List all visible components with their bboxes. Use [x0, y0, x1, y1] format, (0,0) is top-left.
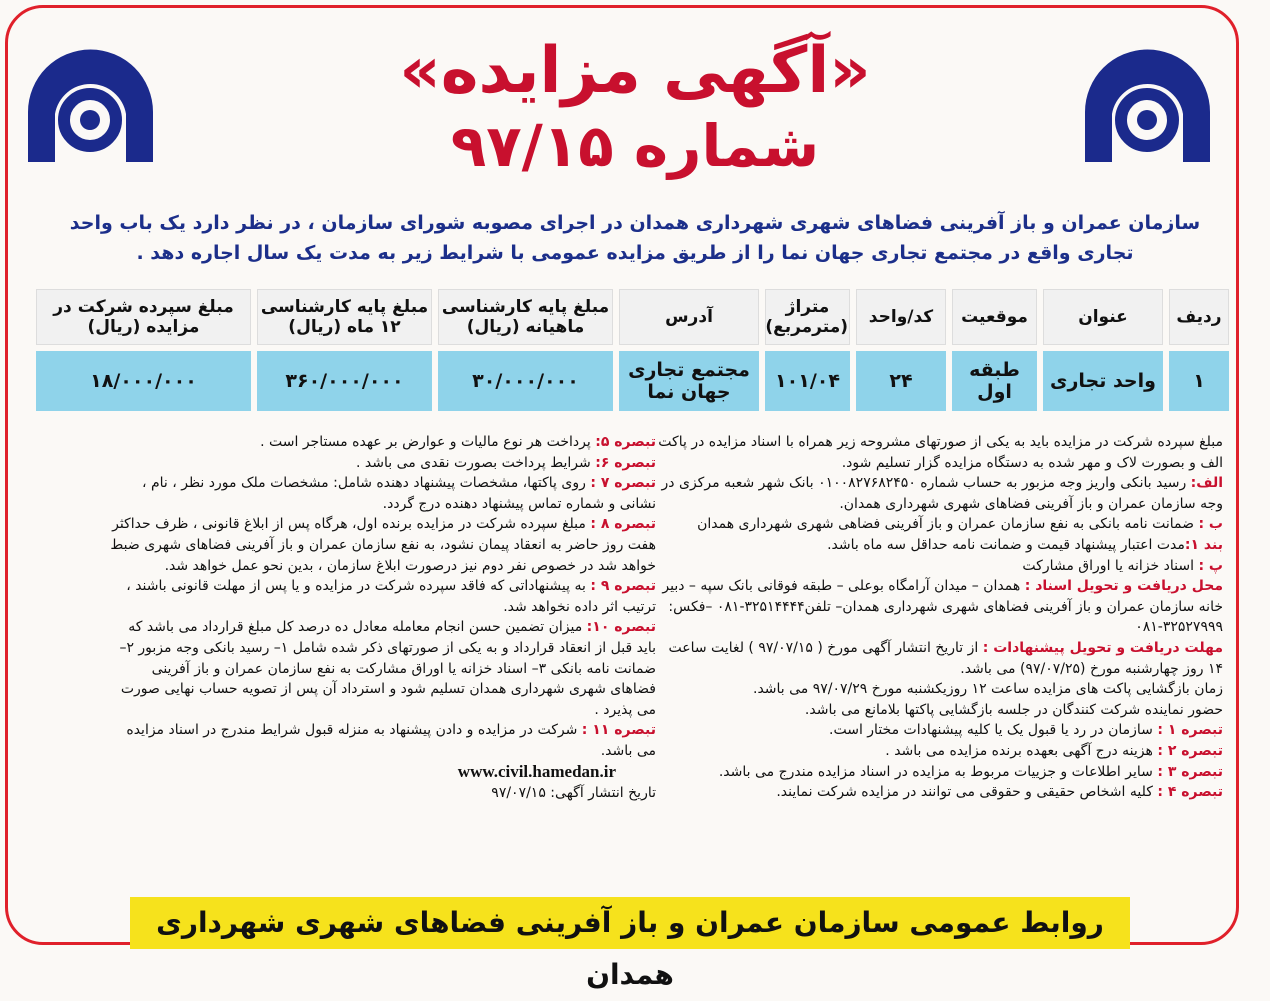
cell-row-number: ۱ — [1169, 351, 1229, 411]
header-title: عنوان — [1043, 289, 1163, 345]
submission-deadline — [658, 638, 1223, 679]
website-line — [108, 762, 656, 784]
note-label: تبصره ۶: — [595, 454, 656, 471]
note-11 — [108, 720, 656, 761]
cell-yearly-base-price: ۳۶۰/۰۰۰/۰۰۰ — [257, 351, 432, 411]
note-6 — [108, 453, 656, 474]
clause-label: مهلت دریافت و تحویل پیشنهادات : — [982, 639, 1223, 656]
cell-address: مجتمع تجاری جهان نما — [619, 351, 759, 411]
footer-banner: روابط عمومی سازمان عمران و باز آفرینی فضاهای شهری شهرداری همدان — [130, 897, 1130, 949]
note-text: میزان تضمین حسن انجام معامله معادل ده درصد کل مبلغ قرارداد می باشد که باید قبل از انعقاد قرارداد و به یکی از صورتهای ذکر شده شامل ۱– رسید بانکی وجه مزبور ۲– ضمانت نامه بانکی ۳– اسناد خزانه یا اوراق مشارکت به نفع سازمان عمران و باز آفرینی فضاهای شهری شهرداری همدان تسلیم شود و استرداد آن پس از تصویه حساب نهایی صورت می پذیرد . — [119, 619, 656, 718]
note-4 — [658, 782, 1223, 803]
clause-alef — [658, 473, 1223, 514]
note-10 — [108, 617, 656, 720]
note-label: تبصره ۷ : — [590, 475, 656, 492]
header-yearly-base-price: مبلغ پایه کارشناسی ۱۲ ماه (ریال) — [257, 289, 432, 345]
clause-text: مدت اعتبار پیشنهاد قیمت و ضمانت نامه حداقل سه ماه باشد. — [827, 536, 1185, 553]
header-row-number: ردیف — [1169, 289, 1229, 345]
clause-text: رسید بانکی واریز وجه مزبور به حساب شماره ۰۱۰۰۸۲۷۶۸۲۴۵۰ بانک شهر شعبه مرکزی در وجه سازمان عمران و باز آفرینی فضاهای شهری شهرداری همدان. — [661, 475, 1223, 512]
note-label: تبصره ۲ : — [1157, 742, 1223, 759]
note-text: مبلغ سپرده شرکت در مزایده برنده اول، هرگاه پس از ابلاغ قانونی ، ظرف حداکثر هفت روز حاضر به انعقاد پیمان نشود، به نفع سازمان عمران و باز آفرینی فضاهای شهری ضبط خواهد شد در خصوص نفر دوم نیز درصورت ابلاغ سازمان ، بدین نحو عمل خواهد شد. — [110, 516, 656, 574]
note-text: سایر اطلاعات و جزییات مربوط به مزایده در اسناد مزایده مندرج می باشد. — [718, 763, 1153, 780]
note-text: روی پاکتها، مشخصات پیشنهاد دهنده شامل: مشخصات ملک مورد نظر ، نام ، نشانی و شماره تماس پیشنهاد دهنده درج گردد. — [142, 475, 656, 512]
note-1 — [658, 720, 1223, 741]
deposit-paragraph — [658, 432, 1223, 473]
note-text: هزینه درج آگهی بعهده برنده مزایده می باشد . — [885, 742, 1153, 759]
note-2 — [658, 741, 1223, 762]
clause-label: محل دریافت و تحویل اسناد : — [1024, 578, 1223, 595]
header-location: موقعیت — [952, 289, 1037, 345]
clause-band-1 — [658, 535, 1223, 556]
note-label: تبصره ۱ : — [1157, 722, 1223, 739]
note-label: تبصره ۵: — [595, 434, 656, 450]
note-text: کلیه اشخاص حقیقی و حقوقی می توانند در مزایده شرکت نمایند. — [776, 784, 1153, 801]
note-label: تبصره ۴ : — [1157, 784, 1223, 801]
note-3 — [658, 762, 1223, 783]
header-area: متراژ (مترمربع) — [765, 289, 850, 345]
note-text: به پیشنهاداتی که فاقد سپرده شرکت در مزایده و یا پس از مهلت قانونی باشند ، ترتیب اثر داده نخواهد شد. — [126, 578, 656, 615]
clause-be — [658, 514, 1223, 535]
note-label: تبصره ۸ : — [590, 516, 656, 533]
conditions-left-column — [108, 432, 656, 804]
note-text: شرایط پرداخت بصورت نقدی می باشد . — [356, 454, 591, 471]
documents-location — [658, 576, 1223, 638]
table-header-row — [36, 289, 1229, 345]
clause-label: بند ۱: — [1184, 536, 1223, 553]
website-link[interactable]: www.civil.hamedan.ir — [457, 761, 616, 781]
header-address: آدرس — [619, 289, 759, 345]
clause-text: اسناد خزانه یا اوراق مشارکت — [1022, 557, 1194, 574]
note-8 — [108, 514, 656, 576]
note-label: تبصره ۳ : — [1157, 763, 1223, 780]
note-label: تبصره ۹ : — [590, 578, 656, 595]
cell-deposit: ۱۸/۰۰۰/۰۰۰ — [36, 351, 251, 411]
clause-text: همدان – میدان آرامگاه بوعلی – طبقه فوقانی بانک سپه – دبیر خانه سازمان عمران و باز آفرینی فضاهای شهری شهرداری همدان– تلفن۳۲۵۱۴۴۴۴-۰۸۱ –فکس: ۳۲۵۲۷۹۹۹-۰۸۱ — [662, 578, 1223, 636]
ad-number: شماره ۹۷/۱۵ — [450, 112, 820, 180]
ad-title: «آگهی مزایده» — [399, 34, 871, 108]
cell-title: واحد تجاری — [1043, 351, 1163, 411]
intro-paragraph: سازمان عمران و باز آفرینی فضاهای شهری شهرداری همدان در اجرای مصوبه شورای سازمان ، در نظر دارد یک باب واحد تجاری واقع در مجتمع تجاری جهان نما را از طریق مزایده عمومی با شرایط زیر به مدت یک سال اجاره دهد . — [69, 212, 1201, 264]
conditions-right-column — [658, 432, 1223, 803]
cell-location: طبقه اول — [952, 351, 1037, 411]
clause-label: پ : — [1198, 557, 1223, 574]
cell-area: ۱۰۱/۰۴ — [765, 351, 850, 411]
attendance-note: حضور نماینده شرکت کنندگان در جلسه بازگشایی پاکتها بلامانع می باشد. — [804, 701, 1223, 718]
note-7 — [108, 473, 656, 514]
note-text: پرداخت هر نوع مالیات و عوارض بر عهده مستاجر است . — [260, 434, 591, 450]
note-label: تبصره ۱۰: — [586, 619, 656, 636]
publication-date: تاریخ انتشار آگهی: ۹۷/۰۷/۱۵ — [491, 785, 656, 802]
header-deposit: مبلغ سپرده شرکت در مزایده (ریال) — [36, 289, 251, 345]
cell-monthly-base-price: ۳۰/۰۰۰/۰۰۰ — [438, 351, 613, 411]
header-monthly-base-price: مبلغ پایه کارشناسی ماهیانه (ریال) — [438, 289, 613, 345]
deposit-text: مبلغ سپرده شرکت در مزایده باید به یکی از صورتهای مشروحه زیر همراه با اسناد مزایده در پاکت الف و بصورت لاک و مهر شده به دستگاه مزایده گزار تسلیم شود. — [658, 434, 1223, 471]
clause-label: ب : — [1198, 516, 1223, 533]
table-row — [36, 351, 1229, 411]
header-unit-code: کد/واحد — [856, 289, 946, 345]
cell-unit-code: ۲۴ — [856, 351, 946, 411]
auction-items-table — [30, 283, 1235, 417]
note-label: تبصره ۱۱ : — [581, 722, 656, 739]
note-text: شرکت در مزایده و دادن پیشنهاد به منزله قبول شرایط مندرج در اسناد مزایده می باشد. — [126, 722, 656, 759]
note-9 — [108, 576, 656, 617]
note-text: سازمان در رد یا قبول یک یا کلیه پیشنهادات مختار است. — [829, 722, 1153, 739]
note-5 — [108, 432, 656, 453]
clause-text: ضمانت نامه بانکی به نفع سازمان عمران و باز آفرینی فضاهی شهری شهرداری همدان — [697, 516, 1194, 533]
opening-time: زمان بازگشایی پاکت های مزایده ساعت ۱۲ روزیکشنبه مورخ ۹۷/۰۷/۲۹ می باشد. — [753, 681, 1223, 698]
clause-text: از تاریخ انتشار آگهی مورخ ( ۹۷/۰۷/۱۵ ) لغایت ساعت ۱۴ روز چهارشنبه مورخ (۹۷/۰۷/۲۵) می باشد. — [668, 639, 1223, 677]
clause-pe — [658, 556, 1223, 577]
clause-label: الف: — [1190, 475, 1223, 492]
